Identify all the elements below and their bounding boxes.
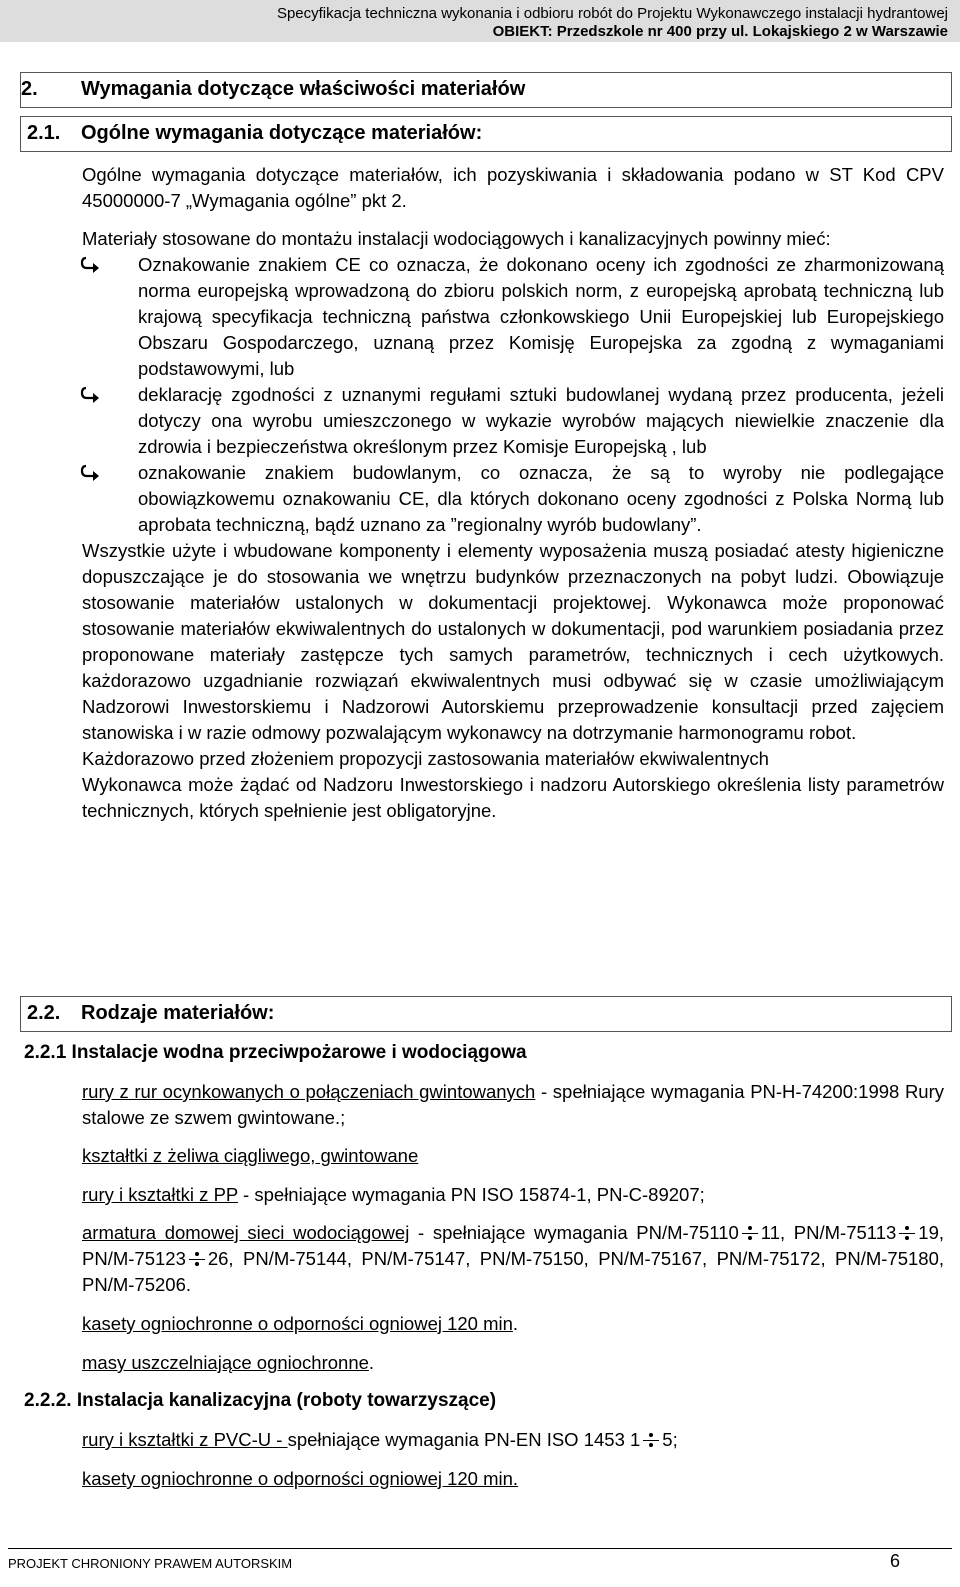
- list-item: [82, 1311, 944, 1337]
- item-name: rury i kształtki z PVC-U -: [82, 1429, 288, 1450]
- section-2-number: 2.: [21, 78, 38, 100]
- header-object: OBIEKT: Przedszkole nr 400 przy ul. Lokajskiego 2 w Warszawie: [492, 23, 948, 40]
- subsection-2-2-1-title: 2.2.1 Instalacje wodna przeciwpożarowe i wodociągowa: [24, 1042, 527, 1063]
- bullet-text: oznakowanie znakiem budowlanym, co oznacza, że są to wyroby nie podlegające obowiązkowemu oznakowaniu CE, dla których dokonano oceny zgodności z Polska Normą lub aprobata techniczną, bądź uznano za ”regionalny wyrób budowlany”.: [138, 462, 944, 535]
- item-name: kształtki z żeliwa ciągliwego, gwintowane: [82, 1145, 419, 1166]
- item-text: spełniające wymagania PN-EN ISO 1453 1: [287, 1429, 641, 1450]
- bullet-text: deklarację zgodności z uznanymi regułami sztuki budowlanej wydaną przez producenta, jeżeli dotyczy ona wyrobu umieszczonego w wykazie wyrobów mających niewielkie znaczenie dla zdrowia i bezpieczeństwa określonym przez Komisje Europejską , lub: [138, 384, 944, 457]
- page-number: 6: [889, 1551, 900, 1571]
- proposal-line-2: Wykonawca może żądać od Nadzoru Inwestorskiego i nadzoru Autorskiego określenia listy parametrów technicznych, których spełnienie jest obligatoryjne.: [82, 774, 944, 821]
- item-text: 5;: [662, 1429, 678, 1450]
- item-text: - spełniające wymagania PN ISO 15874-1, PN-C-89207;: [237, 1184, 705, 1205]
- item-text: .: [368, 1352, 375, 1373]
- section-2-2-title: Rodzaje materiałów:: [81, 1002, 275, 1024]
- list-item: [82, 460, 944, 538]
- subsection-2-2-2-title: 2.2.2. Instalacja kanalizacyjna (roboty towarzyszące): [24, 1390, 497, 1411]
- division-sign-icon: [740, 1224, 760, 1242]
- list-item: [82, 1350, 944, 1376]
- header-spec-title: Specyfikacja techniczna wykonania i odbioru robót do Projektu Wykonawczego instalacji hydrantowej: [276, 5, 948, 22]
- item-text: - spełniające wymagania PN/M-75110: [409, 1222, 739, 1243]
- section-2-1-body: [82, 162, 944, 824]
- intro-paragraph: Ogólne wymagania dotyczące materiałów, ich pozyskiwania i składowania podano w ST Kod CPV 45000000-7 „Wymagania ogólne” pkt 2.: [82, 164, 944, 211]
- item-name: armatura domowej sieci wodociągowej: [82, 1222, 410, 1243]
- page-header: [0, 0, 960, 42]
- section-2-2-heading: [20, 996, 952, 1032]
- list-item: [82, 1079, 944, 1131]
- section-2-2-number: 2.2.: [27, 1002, 61, 1024]
- item-name: rury i kształtki z PP: [82, 1184, 238, 1205]
- list-item: [82, 1143, 944, 1169]
- division-sign-icon: [897, 1224, 917, 1242]
- equivalents-paragraph: Wszystkie użyte i wbudowane komponenty i elementy wyposażenia muszą posiadać atesty higieniczne dopuszczające je do stosowania we wnętrzu budynków przeznaczonych na pobyt ludzi. Obowiązuje stosowanie materiałów ustalonych w dokumentacji projektowej. Wykonawca może proponować stosowanie materiałów ekwiwalentnych do ustalonych w dokumentacji, pod warunkiem posiadania przez proponowane materiały zastępcze tych samych parametrów, technicznych i cech użytkowych. każdorazowo uzgadnianie rozwiązań ekwiwalentnych musi odbywać się w czasie umożliwiającym Nadzorowi Inwestorskiemu i Nadzorowi Autorskiemu przeprowadzenie konsultacji przed zajęciem stanowiska i w razie odmowy pozwalającym wykonawcy na dotrzymanie harmonogramu robot.: [82, 540, 944, 743]
- section-2-1-number: 2.1.: [27, 122, 61, 144]
- item-text: 19, PN/M-75123: [82, 1222, 944, 1269]
- division-sign-icon: [641, 1431, 661, 1449]
- section-2-1-title: Ogólne wymagania dotyczące materiałów:: [81, 122, 483, 144]
- item-name: kasety ogniochronne o odporności ogniowej 120 min.: [82, 1468, 519, 1489]
- footer-copyright: PROJEKT CHRONIONY PRAWEM AUTORSKIM: [8, 1556, 293, 1571]
- proposal-line-1: Każdorazowo przed złożeniem propozycji zastosowania materiałów ekwiwalentnych: [82, 748, 769, 769]
- section-2-1-heading: [20, 116, 952, 152]
- item-name: kasety ogniochronne o odporności ogniowej 120 min: [82, 1313, 513, 1334]
- bullet-text: Oznakowanie znakiem CE co oznacza, że dokonano oceny ich zgodności ze zharmonizowaną norma europejską wprowadzoną do zbioru polskich norm, z europejską aprobatą techniczną lub krajową specyfikacja techniczną państwa członkowskiego Unii Europejskiej lub Europejskiego Obszaru Gospodarczego, uznaną przez Komisję Europejska za zgodną z wymaganiami podstawowymi, lub: [138, 254, 944, 379]
- item-name: rury z rur ocynkowanych o połączeniach gwintowanych: [82, 1081, 536, 1102]
- section-2-heading: [20, 72, 952, 108]
- list-item: [82, 1220, 944, 1298]
- item-name: masy uszczelniające ogniochronne: [82, 1352, 369, 1373]
- list-item: [82, 1466, 944, 1492]
- item-text: 26, PN/M-75144, PN/M-75147, PN/M-75150, PN/M-75167, PN/M-75172, PN/M-75180, PN/M-75206.: [82, 1248, 944, 1295]
- list-item: [82, 1182, 944, 1208]
- item-text: .: [512, 1313, 519, 1334]
- list-item: [82, 252, 944, 382]
- list-item: [82, 1427, 944, 1453]
- materials-lead: Materiały stosowane do montażu instalacji wodociągowych i kanalizacyjnych powinny mieć:: [82, 228, 831, 249]
- item-text: 11, PN/M-75113: [760, 1222, 897, 1243]
- curved-arrow-icon: [80, 462, 102, 484]
- curved-arrow-icon: [80, 384, 102, 406]
- list-item: [82, 382, 944, 460]
- curved-arrow-icon: [80, 254, 102, 276]
- footer-divider: [8, 1548, 952, 1549]
- item-text: - spełniające wymagania PN-H-74200:1998 Rury stalowe ze szwem gwintowane.;: [82, 1081, 945, 1128]
- section-2-title: Wymagania dotyczące właściwości materiałów: [81, 78, 526, 100]
- division-sign-icon: [187, 1250, 207, 1268]
